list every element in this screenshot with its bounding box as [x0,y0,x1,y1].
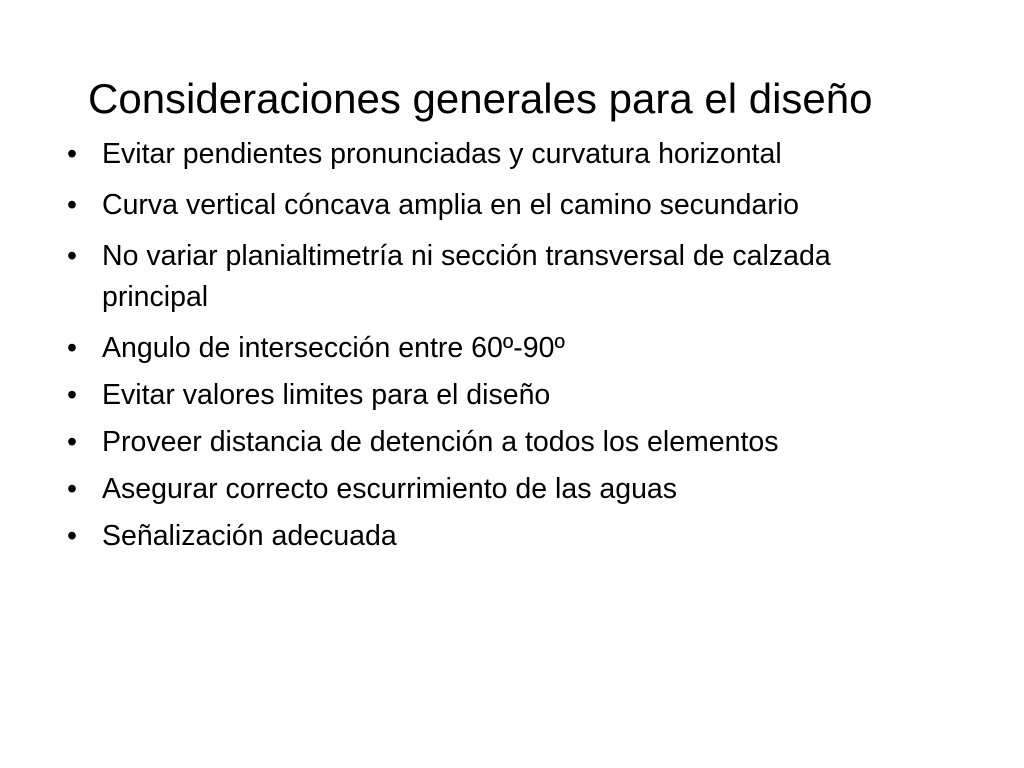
bullet-icon: • [67,138,77,170]
bullet-text: Evitar valores limites para el diseño [102,379,551,411]
bullet-icon: • [67,379,77,411]
bullet-text: Angulo de intersección entre 60º-90º [102,332,565,364]
bullet-list [62,134,982,563]
list-item [62,236,912,318]
bullet-icon: • [67,520,77,552]
list-item [62,422,982,463]
bullet-icon: • [67,426,77,458]
bullet-icon: • [67,189,77,221]
list-item [62,328,982,369]
bullet-icon: • [67,473,77,505]
list-item [62,134,822,175]
bullet-text: Evitar pendientes pronunciadas y curvatura horizontal [102,138,782,170]
bullet-text: Proveer distancia de detención a todos los elementos [102,426,779,458]
bullet-icon: • [67,240,77,272]
list-item [62,469,982,510]
list-item [62,185,822,226]
list-item [62,516,982,557]
bullet-text: Curva vertical cóncava amplia en el camino secundario [102,189,800,221]
bullet-icon: • [67,332,77,364]
bullet-text: Señalización adecuada [102,520,397,552]
slide-title: Consideraciones generales para el diseño [88,75,873,122]
bullet-text: No variar planialtimetría ni sección transversal de calzada principal [102,240,831,313]
bullet-text: Asegurar correcto escurrimiento de las aguas [102,473,678,505]
list-item [62,375,982,416]
